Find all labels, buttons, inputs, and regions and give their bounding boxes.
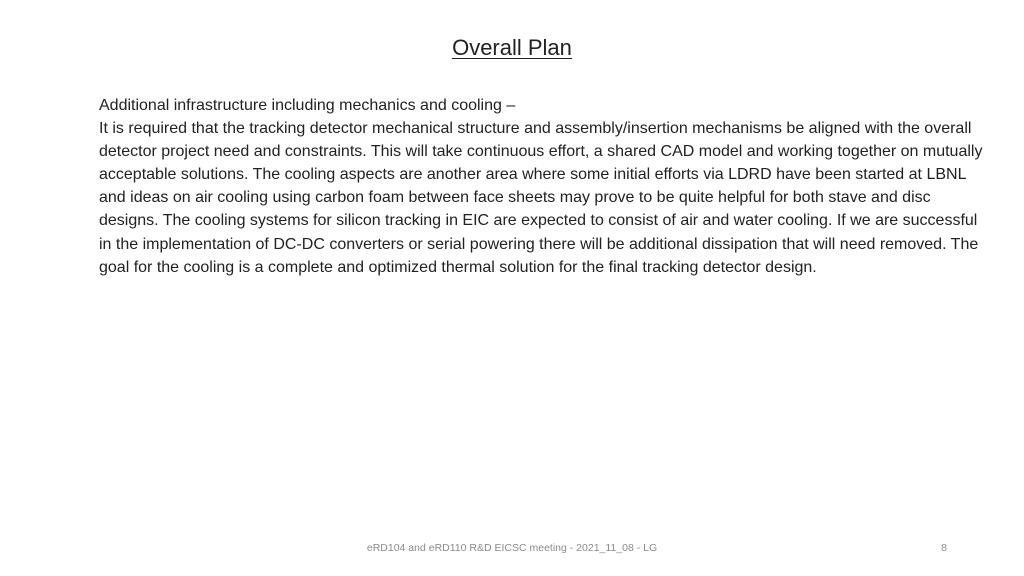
slide-title	[0, 34, 1024, 62]
slide-title-text: Overall Plan	[452, 35, 572, 60]
page-number: 8	[941, 542, 947, 554]
body-paragraph: It is required that the tracking detector mechanical structure and assembly/insertion mechanisms be aligned with the overall detector project need and constraints. This will take continuous effort, a shared CAD model and working together on mutually acceptable solutions. The cooling aspects are another area where some initial efforts via LDRD have been started at LBNL and ideas on air cooling using carbon foam between face sheets may prove to be quite helpful for both stave and disc designs. The cooling systems for silicon tracking in EIC are expected to consist of air and water cooling. If we are successful in the implementation of DC-DC converters or serial powering there will be additional dissipation that will need removed. The goal for the cooling is a complete and optimized thermal solution for the final tracking detector design.	[99, 120, 983, 276]
slide-footer: eRD104 and eRD110 R&D EICSC meeting - 2021_11_08 - LG	[366, 542, 658, 554]
slide-body	[99, 94, 989, 279]
body-heading-line: Additional infrastructure including mechanics and cooling –	[99, 97, 516, 114]
